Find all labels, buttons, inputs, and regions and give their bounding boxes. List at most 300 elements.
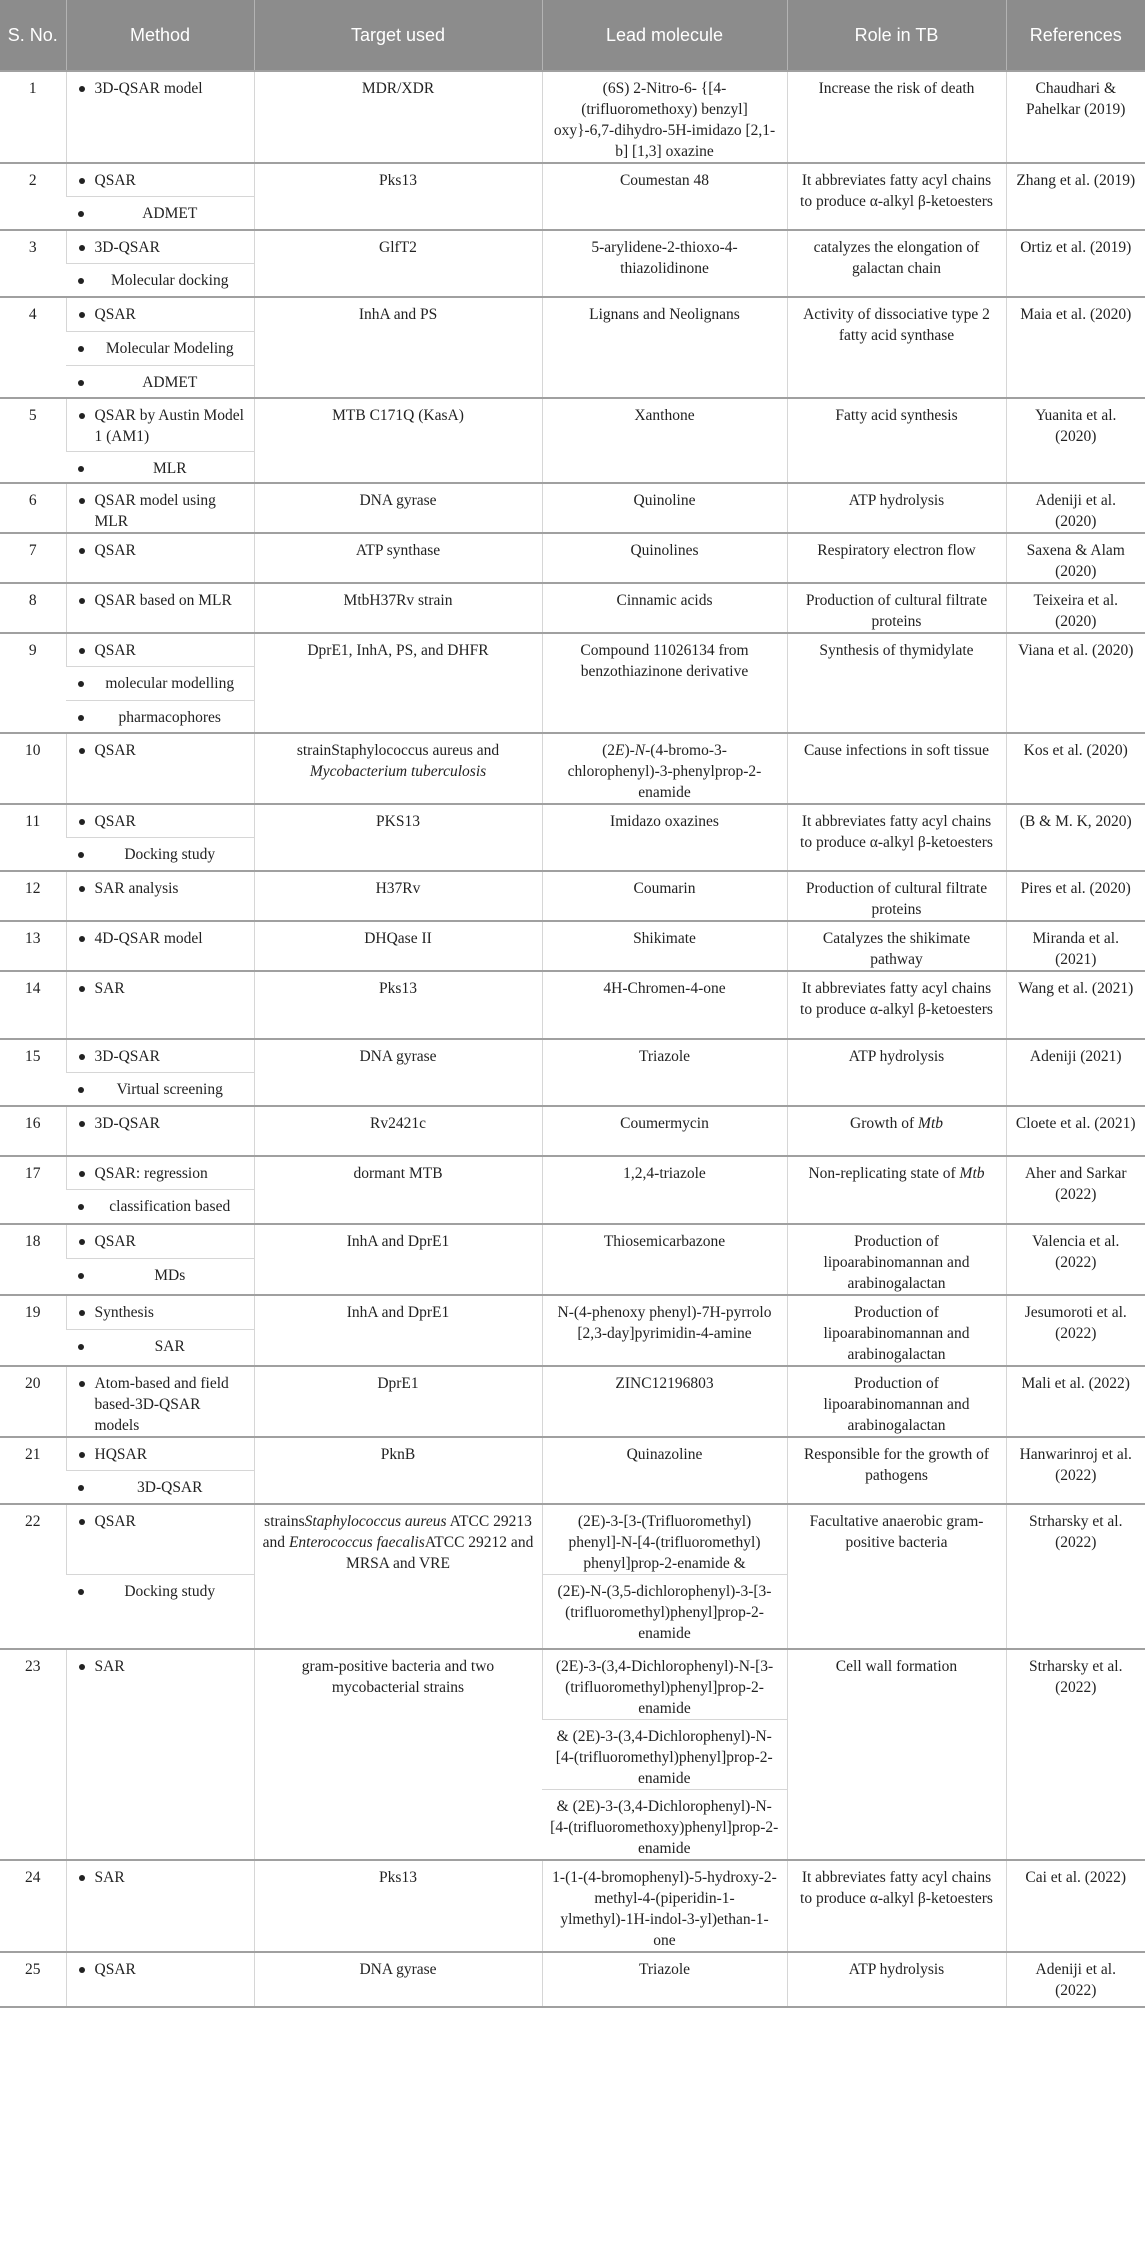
target-cell: gram-positive bacteria and two mycobacterial strains: [254, 1649, 542, 1860]
role-cell: Non-replicating state of Mtb: [787, 1156, 1006, 1224]
lead-cell: (6S) 2-Nitro-6- {[4-(trifluoromethoxy) benzyl] oxy}-6,7-dihydro-5H-imidazo [2,1-b] [1,3] oxazine: [542, 71, 787, 163]
reference-cell: Ortiz et al. (2019): [1006, 230, 1145, 297]
method-cell: [66, 1504, 254, 1575]
method-item: [75, 978, 246, 999]
method-item: [75, 490, 246, 532]
method-item: [74, 203, 246, 224]
bullet-icon: [78, 1589, 84, 1595]
method-label: QSAR: [94, 1960, 136, 1978]
lead-cell: Shikimate: [542, 921, 787, 971]
method-item: [75, 78, 246, 99]
reference-cell: Cai et al. (2022): [1006, 1860, 1145, 1952]
bullet-icon: [78, 346, 84, 352]
method-item: [75, 237, 246, 258]
role-cell: Production of lipoarabinomannan and arabinogalactan: [787, 1295, 1006, 1366]
target-cell: DprE1: [254, 1366, 542, 1437]
row-number: 21: [0, 1437, 66, 1504]
method-cell: [66, 733, 254, 804]
reference-cell: Mali et al. (2022): [1006, 1366, 1145, 1437]
bullet-icon: [79, 986, 85, 992]
method-cell: [66, 1106, 254, 1156]
method-label: QSAR: [94, 172, 136, 189]
table-row: [0, 1366, 1145, 1437]
reference-cell: Saxena & Alam (2020): [1006, 533, 1145, 583]
row-number: 22: [0, 1504, 66, 1649]
method-cell: [66, 365, 254, 398]
method-cell: [66, 451, 254, 483]
reference-cell: Zhang et al. (2019): [1006, 163, 1145, 230]
bullet-icon: [78, 852, 84, 858]
role-cell: It abbreviates fatty acyl chains to produce α-alkyl β-ketoesters: [787, 163, 1006, 230]
method-cell: [66, 1156, 254, 1189]
method-cell: [66, 1039, 254, 1072]
method-label: SAR analysis: [94, 880, 179, 897]
method-label: HQSAR: [94, 1446, 148, 1463]
method-label: QSAR: [94, 542, 136, 559]
role-cell: Production of cultural filtrate proteins: [787, 871, 1006, 921]
reference-cell: Adeniji et al. (2020): [1006, 483, 1145, 533]
method-label: Molecular docking: [110, 271, 229, 289]
row-number: 15: [0, 1039, 66, 1106]
bullet-icon: [78, 1344, 84, 1350]
lead-cell: Quinazoline: [542, 1437, 787, 1504]
method-item: [75, 1046, 246, 1067]
reference-cell: (B & M. K, 2020): [1006, 804, 1145, 871]
reference-cell: Adeniji et al. (2022): [1006, 1952, 1145, 2007]
table-row: [0, 1504, 1145, 1575]
role-cell: It abbreviates fatty acyl chains to produce α-alkyl β-ketoesters: [787, 1860, 1006, 1952]
table-row: [0, 398, 1145, 451]
role-cell: ATP hydrolysis: [787, 1952, 1006, 2007]
method-label: 3D-QSAR: [137, 1478, 203, 1496]
method-item: [75, 1231, 246, 1252]
bullet-icon: [79, 1121, 85, 1127]
method-item: [75, 1113, 246, 1134]
method-item: [75, 1511, 246, 1532]
row-number: 9: [0, 633, 66, 733]
method-label: QSAR: [94, 813, 136, 830]
row-number: 6: [0, 483, 66, 533]
method-cell: [66, 331, 254, 365]
target-cell: MTB C171Q (KasA): [254, 398, 542, 483]
lead-cell: Cinnamic acids: [542, 583, 787, 633]
target-cell: InhA and DprE1: [254, 1224, 542, 1295]
bullet-icon: [78, 278, 84, 284]
role-cell: ATP hydrolysis: [787, 1039, 1006, 1106]
table-row: [0, 1649, 1145, 1720]
bullet-icon: [79, 819, 85, 825]
method-cell: [66, 971, 254, 1039]
row-number: 4: [0, 297, 66, 398]
method-item: [74, 372, 246, 393]
bullet-icon: [79, 1381, 85, 1387]
bullet-icon: [79, 936, 85, 942]
reference-cell: Miranda et al. (2021): [1006, 921, 1145, 971]
table-row: [0, 533, 1145, 583]
target-cell: dormant MTB: [254, 1156, 542, 1224]
table-row: [0, 804, 1145, 837]
bullet-icon: [78, 211, 84, 217]
table-row: [0, 971, 1145, 1039]
method-cell: [66, 230, 254, 263]
method-label: Virtual screening: [116, 1080, 223, 1098]
method-label: QSAR: [94, 642, 136, 659]
method-cell: [66, 71, 254, 163]
lead-cell: Imidazo oxazines: [542, 804, 787, 871]
lead-cell: & (2E)-3-(3,4-Dichlorophenyl)-N-[4-(trifluoromethoxy)phenyl]prop-2-enamide: [542, 1789, 787, 1860]
method-label: Synthesis: [94, 1304, 154, 1321]
method-label: 3D-QSAR: [94, 239, 160, 256]
bullet-icon: [78, 1485, 84, 1491]
method-item: [75, 1959, 246, 1980]
role-cell: Cell wall formation: [787, 1649, 1006, 1860]
target-cell: H37Rv: [254, 871, 542, 921]
role-cell: Facultative anaerobic gram-positive bacteria: [787, 1504, 1006, 1649]
method-cell: [66, 837, 254, 871]
row-number: 23: [0, 1649, 66, 1860]
row-number: 10: [0, 733, 66, 804]
method-label: SAR: [94, 1868, 125, 1886]
lead-cell: (2E)-N-(3,5-dichlorophenyl)-3-[3-(trifluoromethyl)phenyl]prop-2-enamide: [542, 1575, 787, 1649]
method-cell: [66, 1259, 254, 1295]
method-item: [75, 170, 246, 191]
target-cell: Pks13: [254, 971, 542, 1039]
lead-cell: Triazole: [542, 1039, 787, 1106]
role-cell: Fatty acid synthesis: [787, 398, 1006, 483]
role-cell: Production of cultural filtrate proteins: [787, 583, 1006, 633]
row-number: 24: [0, 1860, 66, 1952]
method-item: [75, 405, 246, 447]
method-item: [75, 1656, 246, 1677]
row-number: 3: [0, 230, 66, 297]
method-label: molecular modelling: [105, 674, 235, 692]
method-item: [74, 1581, 246, 1602]
target-cell: MtbH37Rv strain: [254, 583, 542, 633]
bullet-icon: [78, 681, 84, 687]
target-cell: strainsStaphylococcus aureus ATCC 29213 and Enterococcus faecalisATCC 29212 and MRSA and VRE: [254, 1504, 542, 1649]
lead-cell: Coumestan 48: [542, 163, 787, 230]
header-target: Target used: [254, 0, 542, 71]
bullet-icon: [79, 86, 85, 92]
method-cell: [66, 804, 254, 837]
table-body: [0, 71, 1145, 2007]
method-label: classification based: [109, 1197, 231, 1215]
method-item: [75, 1163, 246, 1184]
bullet-icon: [79, 1239, 85, 1245]
lead-cell: 1-(1-(4-bromophenyl)-5-hydroxy-2-methyl-4-(piperidin-1-ylmethyl)-1H-indol-3-yl)ethan-1-one: [542, 1860, 787, 1952]
lead-cell: (2E)-N-(4-bromo-3-chlorophenyl)-3-phenylprop-2-enamide: [542, 733, 787, 804]
table-row: [0, 297, 1145, 331]
table-row: [0, 230, 1145, 263]
lead-cell: Thiosemicarbazone: [542, 1224, 787, 1295]
target-cell: Pks13: [254, 1860, 542, 1952]
method-item: [74, 1196, 246, 1217]
reference-cell: Maia et al. (2020): [1006, 297, 1145, 398]
method-label: SAR: [154, 1338, 185, 1356]
method-item: [74, 338, 246, 359]
header-method: Method: [66, 0, 254, 71]
method-label: QSAR model using MLR: [94, 492, 216, 530]
bullet-icon: [78, 466, 84, 472]
header-role: Role in TB: [787, 0, 1006, 71]
method-item: [75, 304, 246, 325]
method-item: [75, 640, 246, 661]
bullet-icon: [79, 886, 85, 892]
bullet-icon: [79, 498, 85, 504]
method-item: [74, 458, 246, 479]
reference-cell: Yuanita et al. (2020): [1006, 398, 1145, 483]
method-label: MLR: [152, 459, 187, 477]
role-cell: Increase the risk of death: [787, 71, 1006, 163]
role-cell: It abbreviates fatty acyl chains to produce α-alkyl β-ketoesters: [787, 804, 1006, 871]
lead-cell: N-(4-phenoxy phenyl)-7H-pyrrolo [2,3-day]pyrimidin-4-amine: [542, 1295, 787, 1366]
method-item: [74, 1336, 246, 1357]
role-cell: catalyzes the elongation of galactan chain: [787, 230, 1006, 297]
role-cell: Respiratory electron flow: [787, 533, 1006, 583]
method-label: 3D-QSAR: [94, 1048, 160, 1065]
table-row: [0, 1156, 1145, 1189]
row-number: 7: [0, 533, 66, 583]
role-cell: It abbreviates fatty acyl chains to produce α-alkyl β-ketoesters: [787, 971, 1006, 1039]
role-cell: Catalyzes the shikimate pathway: [787, 921, 1006, 971]
lead-cell: Xanthone: [542, 398, 787, 483]
lead-cell: Quinolines: [542, 533, 787, 583]
method-label: 4D-QSAR model: [94, 930, 203, 947]
role-cell: Production of lipoarabinomannan and arabinogalactan: [787, 1366, 1006, 1437]
reference-cell: Adeniji (2021): [1006, 1039, 1145, 1106]
role-cell: Cause infections in soft tissue: [787, 733, 1006, 804]
row-number: 20: [0, 1366, 66, 1437]
method-cell: [66, 263, 254, 297]
table-row: [0, 1106, 1145, 1156]
method-item: [74, 707, 246, 728]
method-label: QSAR: [94, 1233, 136, 1250]
method-label: MDs: [154, 1267, 186, 1285]
method-cell: [66, 633, 254, 666]
method-item: [74, 1477, 246, 1498]
bullet-icon: [78, 380, 84, 386]
method-cell: [66, 700, 254, 733]
method-cell: [66, 1330, 254, 1366]
row-number: 13: [0, 921, 66, 971]
row-number: 25: [0, 1952, 66, 2007]
method-label: 3D-QSAR model: [94, 80, 203, 97]
bullet-icon: [78, 1087, 84, 1093]
bullet-icon: [78, 1204, 84, 1210]
lead-cell: & (2E)-3-(3,4-Dichlorophenyl)-N-[4-(trifluoromethyl)phenyl]prop-2-enamide: [542, 1719, 787, 1789]
table-row: [0, 583, 1145, 633]
method-label: QSAR: [94, 1513, 136, 1530]
method-cell: [66, 533, 254, 583]
target-cell: Rv2421c: [254, 1106, 542, 1156]
lead-cell: Coumarin: [542, 871, 787, 921]
method-item: [75, 540, 246, 561]
method-cell: [66, 871, 254, 921]
target-cell: ATP synthase: [254, 533, 542, 583]
lead-cell: 5-arylidene-2-thioxo-4-thiazolidinone: [542, 230, 787, 297]
table-row: [0, 1224, 1145, 1259]
header-sno: S. No.: [0, 0, 66, 71]
bullet-icon: [79, 245, 85, 251]
target-cell: PKS13: [254, 804, 542, 871]
target-cell: InhA and DprE1: [254, 1295, 542, 1366]
method-cell: [66, 1189, 254, 1224]
target-cell: InhA and PS: [254, 297, 542, 398]
bullet-icon: [79, 648, 85, 654]
method-item: [74, 1079, 246, 1100]
method-cell: [66, 196, 254, 230]
method-label: QSAR by Austin Model 1 (AM1): [94, 407, 244, 445]
row-number: 2: [0, 163, 66, 230]
bullet-icon: [79, 1054, 85, 1060]
method-label: Docking study: [124, 1583, 216, 1600]
target-cell: DHQase II: [254, 921, 542, 971]
bullet-icon: [79, 178, 85, 184]
target-cell: DNA gyrase: [254, 483, 542, 533]
row-number: 16: [0, 1106, 66, 1156]
bullet-icon: [79, 1310, 85, 1316]
method-cell: [66, 1437, 254, 1470]
target-cell: strainStaphylococcus aureus and Mycobacterium tuberculosis: [254, 733, 542, 804]
reference-cell: Aher and Sarkar (2022): [1006, 1156, 1145, 1224]
row-number: 18: [0, 1224, 66, 1295]
reference-cell: Kos et al. (2020): [1006, 733, 1145, 804]
method-cell: [66, 1575, 254, 1649]
bullet-icon: [78, 1273, 84, 1279]
method-cell: [66, 483, 254, 533]
bullet-icon: [79, 413, 85, 419]
role-cell: ATP hydrolysis: [787, 483, 1006, 533]
reference-cell: Valencia et al. (2022): [1006, 1224, 1145, 1295]
row-number: 1: [0, 71, 66, 163]
method-label: Atom-based and field based-3D-QSAR models: [94, 1375, 229, 1434]
reference-cell: Teixeira et al. (2020): [1006, 583, 1145, 633]
table-row: [0, 1952, 1145, 2007]
method-cell: [66, 1952, 254, 2007]
target-cell: GlfT2: [254, 230, 542, 297]
header-lead: Lead molecule: [542, 0, 787, 71]
method-item: [75, 1444, 246, 1465]
method-cell: [66, 398, 254, 451]
header-references: References: [1006, 0, 1145, 71]
bullet-icon: [79, 1171, 85, 1177]
table-row: [0, 921, 1145, 971]
method-label: Docking study: [124, 845, 216, 863]
lead-cell: Compound 11026134 from benzothiazinone derivative: [542, 633, 787, 733]
table-row: [0, 163, 1145, 196]
role-cell: Production of lipoarabinomannan and arabinogalactan: [787, 1224, 1006, 1295]
reference-cell: Pires et al. (2020): [1006, 871, 1145, 921]
lead-cell: (2E)-3-[3-(Trifluoromethyl) phenyl]-N-[4-(trifluoromethyl) phenyl]prop-2-enamide &: [542, 1504, 787, 1575]
method-cell: [66, 666, 254, 700]
method-label: QSAR: regression: [94, 1165, 208, 1182]
target-cell: PknB: [254, 1437, 542, 1504]
lead-cell: ZINC12196803: [542, 1366, 787, 1437]
bullet-icon: [79, 598, 85, 604]
method-label: Molecular Modeling: [105, 339, 234, 357]
method-cell: [66, 921, 254, 971]
bullet-icon: [79, 1664, 85, 1670]
method-cell: [66, 1470, 254, 1504]
lead-cell: Coumermycin: [542, 1106, 787, 1156]
bullet-icon: [79, 312, 85, 318]
reference-cell: Wang et al. (2021): [1006, 971, 1145, 1039]
role-cell: Growth of Mtb: [787, 1106, 1006, 1156]
lead-cell: Triazole: [542, 1952, 787, 2007]
bullet-icon: [78, 715, 84, 721]
role-cell: Activity of dissociative type 2 fatty acid synthase: [787, 297, 1006, 398]
method-label: ADMET: [142, 204, 198, 222]
row-number: 11: [0, 804, 66, 871]
method-item: [75, 928, 246, 949]
table-row: [0, 1295, 1145, 1330]
method-cell: [66, 297, 254, 331]
reference-cell: Strharsky et al. (2022): [1006, 1504, 1145, 1649]
bullet-icon: [79, 1452, 85, 1458]
method-label: pharmacophores: [118, 708, 221, 726]
bullet-icon: [79, 548, 85, 554]
method-item: [75, 1373, 246, 1436]
method-cell: [66, 1649, 254, 1860]
table-row: [0, 733, 1145, 804]
method-cell: [66, 1860, 254, 1952]
reference-cell: Jesumoroti et al. (2022): [1006, 1295, 1145, 1366]
row-number: 17: [0, 1156, 66, 1224]
method-item: [75, 811, 246, 832]
lead-cell: Quinoline: [542, 483, 787, 533]
method-label: QSAR: [94, 742, 136, 759]
method-cell: [66, 1366, 254, 1437]
reference-cell: Viana et al. (2020): [1006, 633, 1145, 733]
target-cell: DprE1, InhA, PS, and DHFR: [254, 633, 542, 733]
reference-cell: Chaudhari & Pahelkar (2019): [1006, 71, 1145, 163]
method-item: [74, 1265, 246, 1286]
method-item: [75, 1867, 246, 1888]
header-row: [0, 0, 1145, 71]
table-row: [0, 633, 1145, 666]
table-row: [0, 1860, 1145, 1952]
target-cell: DNA gyrase: [254, 1039, 542, 1106]
table-row: [0, 1039, 1145, 1072]
bullet-icon: [79, 748, 85, 754]
method-cell: [66, 163, 254, 196]
method-cell: [66, 1295, 254, 1330]
method-item: [74, 673, 246, 694]
target-cell: Pks13: [254, 163, 542, 230]
table-row: [0, 871, 1145, 921]
target-cell: DNA gyrase: [254, 1952, 542, 2007]
reference-cell: Cloete et al. (2021): [1006, 1106, 1145, 1156]
target-cell: MDR/XDR: [254, 71, 542, 163]
lead-cell: (2E)-3-(3,4-Dichlorophenyl)-N-[3-(trifluoromethyl)phenyl]prop-2-enamide: [542, 1649, 787, 1720]
method-item: [75, 590, 246, 611]
method-label: 3D-QSAR: [94, 1115, 160, 1132]
method-label: SAR: [94, 1657, 125, 1675]
method-item: [74, 844, 246, 865]
row-number: 14: [0, 971, 66, 1039]
method-item: [75, 740, 246, 761]
lead-cell: 1,2,4-triazole: [542, 1156, 787, 1224]
method-item: [75, 878, 246, 899]
lead-cell: Lignans and Neolignans: [542, 297, 787, 398]
method-label: SAR: [94, 980, 125, 997]
table-row: [0, 483, 1145, 533]
method-label: ADMET: [142, 373, 198, 391]
bullet-icon: [79, 1875, 85, 1881]
lead-cell: 4H-Chromen-4-one: [542, 971, 787, 1039]
bullet-icon: [79, 1519, 85, 1525]
role-cell: Responsible for the growth of pathogens: [787, 1437, 1006, 1504]
